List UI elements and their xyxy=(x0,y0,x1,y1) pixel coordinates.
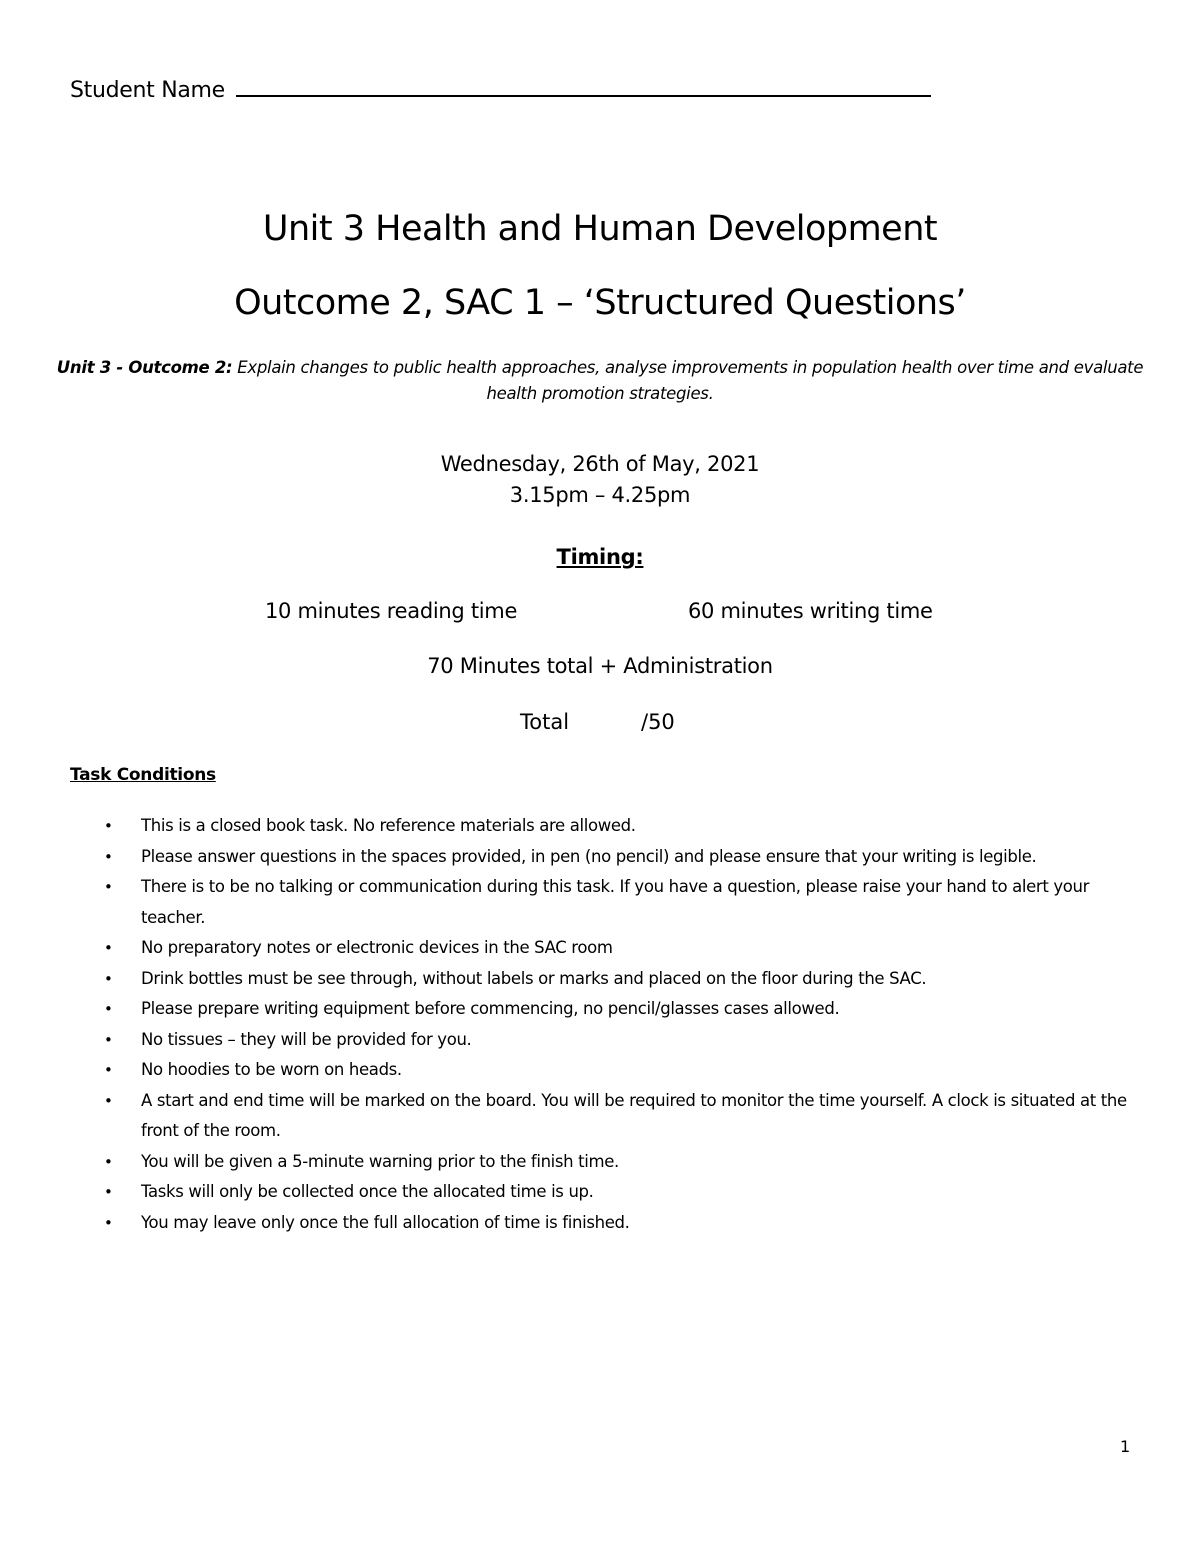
bullet-icon: • xyxy=(104,817,113,835)
total-time: 70 Minutes total + Administration xyxy=(427,654,773,678)
condition-text: Please prepare writing equipment before commencing, no pencil/glasses cases allowed. xyxy=(141,999,840,1018)
total-score: /50 xyxy=(641,710,675,734)
condition-item xyxy=(0,872,1200,933)
condition-text: A start and end time will be marked on the board. You will be required to monitor the time yourself. A clock is situated at the front of the room. xyxy=(141,1090,1127,1140)
timing-heading xyxy=(0,542,1200,572)
task-conditions-heading: Task Conditions xyxy=(70,765,216,785)
condition-item xyxy=(0,811,1200,842)
condition-item xyxy=(0,842,1200,873)
condition-item xyxy=(0,994,1200,1025)
document-subtitle: Outcome 2, SAC 1 – ‘Structured Questions’ xyxy=(234,283,966,323)
outcome-lead: Unit 3 - Outcome 2: xyxy=(56,358,233,377)
condition-text: Tasks will only be collected once the allocated time is up. xyxy=(141,1182,594,1201)
document-title: Unit 3 Health and Human Development xyxy=(262,209,938,249)
bullet-icon: • xyxy=(104,847,113,866)
bullet-icon: • xyxy=(104,1091,113,1110)
reading-time: 10 minutes reading time xyxy=(265,599,518,623)
bullet-icon: • xyxy=(104,1213,113,1232)
student-name-label: Student Name xyxy=(70,78,225,103)
outcome-text: Explain changes to public health approaches, analyse improvements in population health over time and evaluate health promotion strategies. xyxy=(232,358,1144,403)
exam-date: Wednesday, 26th of May, 2021 xyxy=(440,452,760,476)
bullet-icon: • xyxy=(104,1030,113,1049)
bullet-icon: • xyxy=(104,1183,113,1201)
condition-item xyxy=(0,1025,1200,1056)
bullet-icon: • xyxy=(104,1152,113,1171)
condition-item xyxy=(0,964,1200,995)
bullet-icon: • xyxy=(104,939,113,957)
student-name-field[interactable] xyxy=(236,75,931,97)
condition-item xyxy=(0,1055,1200,1086)
condition-item xyxy=(0,1208,1200,1239)
page-number: 1 xyxy=(1120,1437,1131,1456)
condition-text: No tissues – they will be provided for you. xyxy=(141,1029,472,1049)
condition-item xyxy=(0,1086,1200,1147)
bullet-icon: • xyxy=(104,969,113,988)
condition-text: No preparatory notes or electronic devices in the SAC room xyxy=(141,938,613,957)
condition-item xyxy=(0,1147,1200,1178)
student-name-line xyxy=(70,75,931,105)
condition-text: This is a closed book task. No reference materials are allowed. xyxy=(141,816,636,835)
condition-text: Drink bottles must be see through, without labels or marks and placed on the floor during the SAC. xyxy=(141,968,927,988)
condition-item xyxy=(0,1177,1200,1208)
condition-text: You will be given a 5-minute warning prior to the finish time. xyxy=(141,1151,619,1171)
timing-heading-text: Timing: xyxy=(556,545,644,569)
exam-time: 3.15pm – 4.25pm xyxy=(509,483,691,507)
condition-text: You may leave only once the full allocation of time is finished. xyxy=(141,1212,630,1232)
condition-item xyxy=(0,933,1200,964)
outcome-description xyxy=(40,355,1160,407)
condition-text: Please answer questions in the spaces provided, in pen (no pencil) and please ensure that your writing is legible. xyxy=(141,846,1037,866)
task-conditions-list xyxy=(0,811,1200,1238)
bullet-icon: • xyxy=(104,1061,113,1079)
condition-text: No hoodies to be worn on heads. xyxy=(141,1060,402,1079)
total-label: Total xyxy=(520,710,570,734)
condition-text: There is to be no talking or communication during this task. If you have a question, please raise your hand to alert your teacher. xyxy=(141,877,1090,927)
bullet-icon: • xyxy=(104,878,113,896)
bullet-icon: • xyxy=(104,1000,113,1018)
writing-time: 60 minutes writing time xyxy=(688,599,933,623)
